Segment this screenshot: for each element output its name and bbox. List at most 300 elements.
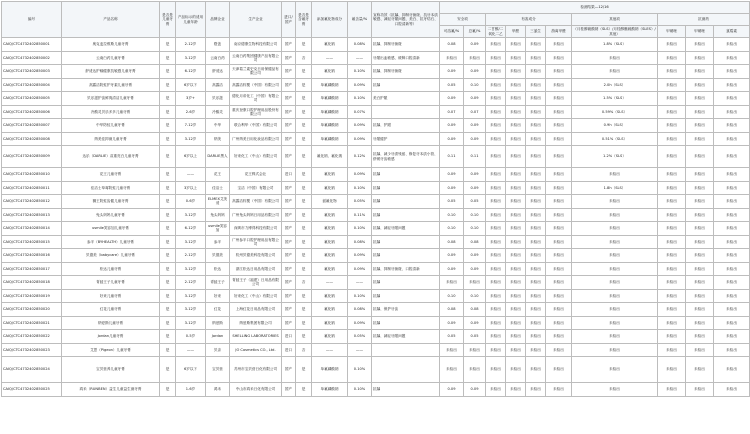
- cell-s1: 0.08: [440, 38, 464, 52]
- cell-a3: 未检出: [526, 92, 546, 106]
- cell-a1: 未检出: [486, 119, 506, 133]
- cell-s2: 0.09: [464, 249, 486, 263]
- cell-name: 宝贝营养儿童牙膏: [62, 357, 160, 383]
- cell-age: 1-6岁: [176, 383, 206, 397]
- cell-claims: 抗龋、抑制牙菌斑、口腔清新: [372, 262, 440, 276]
- header-name: 产品名称: [62, 2, 160, 38]
- cell-no: CAIQ/CTC4732402850015: [2, 235, 62, 249]
- cell-a1: 未检出: [486, 222, 506, 236]
- cell-s2: 0.08: [464, 303, 486, 317]
- cell-t3: 未检出: [714, 65, 750, 79]
- header-total: 抗菌药: [658, 14, 750, 26]
- cell-claims: 抗龋、减轻牙龈问题: [372, 330, 440, 344]
- cell-a4: 未检出: [546, 262, 572, 276]
- cell-f: 是: [296, 303, 312, 317]
- cell-t2: 未检出: [686, 249, 714, 263]
- table-row: [2, 168, 750, 182]
- cell-brand: usmile笑容加: [206, 222, 230, 236]
- cell-ft: 氟化钠: [312, 222, 348, 236]
- cell-f: 是: [296, 38, 312, 52]
- cell-fc: 0.10%: [348, 383, 372, 397]
- cell-no: CAIQ/CTC4732402850021: [2, 316, 62, 330]
- cell-a2: 未检出: [506, 276, 526, 290]
- cell-age: 3-12岁: [176, 316, 206, 330]
- cell-a1: 未检出: [486, 51, 506, 65]
- cell-t3: 未检出: [714, 51, 750, 65]
- cell-age: 3岁+: [176, 92, 206, 106]
- cell-f: 是: [296, 132, 312, 146]
- cell-f: 是: [296, 78, 312, 92]
- cell-claims: 抗龋: [372, 235, 440, 249]
- cell-s2: 0.09: [464, 132, 486, 146]
- table-row: [2, 146, 750, 168]
- cell-name: 贝乐滋护齿鲜爽清洁儿童牙膏: [62, 92, 160, 106]
- cell-a2: 未检出: [506, 316, 526, 330]
- cell-maker: 云南白药集团健康产品有限公司: [230, 51, 282, 65]
- cell-t1: 未检出: [658, 51, 686, 65]
- cell-fc: 0.09%: [348, 168, 372, 182]
- cell-a1: 未检出: [486, 92, 506, 106]
- cell-brand: ELMEX艾美适: [206, 195, 230, 209]
- header-t2: 甲硝唑: [686, 26, 714, 38]
- cell-c: 是: [160, 146, 176, 168]
- cell-a4: 未检出: [546, 146, 572, 168]
- cell-maker: 重庆登康口腔护理用品股份有限公司: [230, 105, 282, 119]
- cell-o: 未检出: [572, 357, 658, 383]
- cell-a4: 未检出: [546, 78, 572, 92]
- cell-age: 0-5岁: [176, 330, 206, 344]
- cell-a1: 未检出: [486, 235, 506, 249]
- cell-s2: 0.09: [464, 181, 486, 195]
- cell-no: CAIQ/CTC4732402850020: [2, 303, 62, 317]
- cell-s2: 0.11: [464, 146, 486, 168]
- cell-a4: 未检出: [546, 51, 572, 65]
- cell-o: 1.8h（SLS）: [572, 181, 658, 195]
- cell-no: CAIQ/CTC4732402850009: [2, 146, 62, 168]
- cell-a2: 未检出: [506, 208, 526, 222]
- cell-claims: [372, 105, 440, 119]
- cell-f: 否: [296, 276, 312, 290]
- cell-c: 是: [160, 65, 176, 79]
- cell-t3: 未检出: [714, 222, 750, 236]
- cell-c: 是: [160, 208, 176, 222]
- cell-t3: 未检出: [714, 276, 750, 290]
- cell-s1: 0.10: [440, 289, 464, 303]
- cell-t2: 未检出: [686, 276, 714, 290]
- cell-no: CAIQ/CTC4732402850014: [2, 222, 62, 236]
- cell-fc: 0.12%: [348, 146, 372, 168]
- cell-maker: SHELLING LABORATORIES: [230, 330, 282, 344]
- cell-origin: 国产: [282, 78, 296, 92]
- cell-claims: 抗龋: [372, 181, 440, 195]
- cell-name: 奥克麦拉维斯儿童牙膏: [62, 38, 160, 52]
- table-row: [2, 92, 750, 106]
- cell-o: 未检出: [572, 330, 658, 344]
- cell-s1: 0.09: [440, 92, 464, 106]
- cell-origin: 国产: [282, 105, 296, 119]
- cell-t1: 未检出: [658, 132, 686, 146]
- table-row: [2, 330, 750, 344]
- cell-name: 红花儿童牙膏: [62, 303, 160, 317]
- cell-claims: 抗龋、抑制牙菌斑: [372, 65, 440, 79]
- table-row: [2, 105, 750, 119]
- cell-s1: 0.10: [440, 208, 464, 222]
- cell-a3: 未检出: [526, 330, 546, 344]
- cell-o: 1.5%（SLS）: [572, 92, 658, 106]
- cell-t2: 未检出: [686, 105, 714, 119]
- cell-a1: 未检出: [486, 249, 506, 263]
- cell-no: CAIQ/CTC4732402850023: [2, 343, 62, 357]
- cell-t1: 未检出: [658, 262, 686, 276]
- cell-age: 6-12岁: [176, 65, 206, 79]
- cell-s2: 0.05: [464, 195, 486, 209]
- cell-age: 2-12岁: [176, 276, 206, 290]
- cell-age: 0-6岁: [176, 195, 206, 209]
- cell-o: 未检出: [572, 343, 658, 357]
- cell-f: 是: [296, 357, 312, 383]
- cell-maker: 杭州贝德美科技有限公司: [230, 249, 282, 263]
- cell-ft: ——: [312, 276, 348, 290]
- cell-t2: 未检出: [686, 195, 714, 209]
- cell-s2: 0.10: [464, 78, 486, 92]
- cell-t1: 未检出: [658, 181, 686, 195]
- cell-no: CAIQ/CTC4732402850003: [2, 65, 62, 79]
- cell-name: Jordan儿童牙膏: [62, 330, 160, 344]
- cell-a3: 未检出: [526, 303, 546, 317]
- cell-a3: 未检出: [526, 119, 546, 133]
- cell-f: 是: [296, 330, 312, 344]
- cell-maker: 好来化工（中山）有限公司: [230, 289, 282, 303]
- cell-s2: 0.09: [464, 383, 486, 397]
- cell-c: 是: [160, 343, 176, 357]
- cell-maker: 中山市鸿禾日化有限公司: [230, 383, 282, 397]
- cell-age: ——: [176, 343, 206, 357]
- table-row: [2, 208, 750, 222]
- cell-fc: 0.05%: [348, 330, 372, 344]
- cell-ft: 氟化钠、氟化钠: [312, 146, 348, 168]
- cell-maker: 南京德康生物科技有限公司: [230, 38, 282, 52]
- cell-t3: 未检出: [714, 92, 750, 106]
- cell-o: 未检出: [572, 208, 658, 222]
- table-row: [2, 119, 750, 133]
- cell-claims: 抗龋: [372, 249, 440, 263]
- cell-age: 3-12岁: [176, 51, 206, 65]
- cell-a4: 未检出: [546, 316, 572, 330]
- cell-no: CAIQ/CTC4732402850017: [2, 262, 62, 276]
- cell-brand: DARLIE黑人: [206, 146, 230, 168]
- cell-fc: 0.10%: [348, 222, 372, 236]
- cell-a4: 未检出: [546, 276, 572, 290]
- cell-maker: 上海红花日用品有限公司: [230, 303, 282, 317]
- cell-claims: 抗龋: [372, 168, 440, 182]
- cell-c: 是: [160, 105, 176, 119]
- header-children: 是否是儿童牙膏: [160, 2, 176, 38]
- cell-age: 2-6岁: [176, 105, 206, 119]
- cell-o: 0.59%（SLS）: [572, 105, 658, 119]
- cell-name: 花王儿童牙膏: [62, 168, 160, 182]
- cell-o: 2.0h（SLS）: [572, 78, 658, 92]
- cell-t2: 未检出: [686, 146, 714, 168]
- cell-s1: 0.10: [440, 222, 464, 236]
- cell-t3: 未检出: [714, 303, 750, 317]
- cell-s2: 0.10: [464, 208, 486, 222]
- cell-t1: 未检出: [658, 92, 686, 106]
- cell-origin: 国产: [282, 262, 296, 276]
- cell-a2: 未检出: [506, 330, 526, 344]
- cell-no: CAIQ/CTC4732402850011: [2, 181, 62, 195]
- cell-maker: 广州兔头妈妈日用品有限公司: [230, 208, 282, 222]
- cell-s1: 0.09: [440, 262, 464, 276]
- cell-a2: 未检出: [506, 222, 526, 236]
- cell-t2: 未检出: [686, 330, 714, 344]
- cell-origin: 国产: [282, 65, 296, 79]
- cell-age: 3-12岁: [176, 303, 206, 317]
- cell-claims: 抗龋: [372, 383, 440, 397]
- cell-s2: 0.05: [464, 330, 486, 344]
- cell-a4: 未检出: [546, 303, 572, 317]
- cell-a3: 未检出: [526, 65, 546, 79]
- cell-brand: 好来: [206, 289, 230, 303]
- cell-ft: 单氟磷酸钠: [312, 78, 348, 92]
- cell-c: 是: [160, 357, 176, 383]
- cell-maker: 好来化工（中山）有限公司: [230, 146, 282, 168]
- cell-origin: 国产: [282, 195, 296, 209]
- cell-a3: 未检出: [526, 262, 546, 276]
- cell-c: 是: [160, 276, 176, 290]
- cell-fc: 0.10%: [348, 289, 372, 303]
- cell-t1: 未检出: [658, 78, 686, 92]
- cell-c: 是: [160, 168, 176, 182]
- cell-claims: 抗龋、减少牙渍残留、修复牙本质小管、舒缓牙齿敏感: [372, 146, 440, 168]
- cell-s2: 0.07: [464, 105, 486, 119]
- cell-s2: 0.09: [464, 168, 486, 182]
- cell-no: CAIQ/CTC4732402850013: [2, 208, 62, 222]
- cell-claims: 抗龋: [372, 276, 440, 290]
- cell-a4: 未检出: [546, 343, 572, 357]
- cell-no: CAIQ/CTC4732402850012: [2, 195, 62, 209]
- cell-t3: 未检出: [714, 168, 750, 182]
- cell-no: CAIQ/CTC4732402850005: [2, 92, 62, 106]
- cell-t2: 未检出: [686, 92, 714, 106]
- cell-name: 高露洁防蛀护牙素儿童牙膏: [62, 78, 160, 92]
- cell-s1: 0.11: [440, 146, 464, 168]
- cell-claims: 抗龋、抑制牙菌斑: [372, 38, 440, 52]
- cell-a2: 未检出: [506, 289, 526, 303]
- cell-a4: 未检出: [546, 383, 572, 397]
- cell-name: 纳爱斯儿童牙膏: [62, 316, 160, 330]
- cell-no: CAIQ/CTC4732402850016: [2, 249, 62, 263]
- header-abr2: 甲醛: [506, 26, 526, 38]
- cell-claims: 抗龋: [372, 195, 440, 209]
- cell-maker: 浙江松达日用品有限公司: [230, 262, 282, 276]
- cell-o: 未检出: [572, 195, 658, 209]
- table-row: [2, 357, 750, 383]
- cell-t3: 未检出: [714, 208, 750, 222]
- cell-fc: 0.09%: [348, 119, 372, 133]
- cell-name: 舒适达护釉健康抗敏感儿童牙膏: [62, 65, 160, 79]
- cell-t1: 未检出: [658, 235, 686, 249]
- cell-brand: 兔头妈妈: [206, 208, 230, 222]
- cell-origin: 国产: [282, 208, 296, 222]
- cell-ft: 氟化钠: [312, 208, 348, 222]
- cell-origin: 进口: [282, 343, 296, 357]
- cell-origin: 国产: [282, 249, 296, 263]
- cell-f: 是: [296, 235, 312, 249]
- cell-t2: 未检出: [686, 181, 714, 195]
- cell-brand: 青蛙王子: [206, 276, 230, 290]
- cell-f: 是: [296, 146, 312, 168]
- cell-ft: ——: [312, 51, 348, 65]
- cell-t2: 未检出: [686, 262, 714, 276]
- table-row: [2, 343, 750, 357]
- cell-no: CAIQ/CTC4732402850018: [2, 276, 62, 290]
- cell-fc: 0.09%: [348, 132, 372, 146]
- cell-s1: 0.09: [440, 132, 464, 146]
- cell-ft: 氟化钠: [312, 303, 348, 317]
- table-row: [2, 181, 750, 195]
- cell-a3: 未检出: [526, 208, 546, 222]
- cell-a3: 未检出: [526, 78, 546, 92]
- header-no: 编号: [2, 2, 62, 38]
- cell-a2: 未检出: [506, 119, 526, 133]
- cell-ft: 氟化钠: [312, 330, 348, 344]
- cell-t3: 未检出: [714, 105, 750, 119]
- cell-a2: 未检出: [506, 235, 526, 249]
- cell-t2: 未检出: [686, 383, 714, 397]
- cell-ft: 氨氟化物: [312, 195, 348, 209]
- cell-t3: 未检出: [714, 38, 750, 52]
- cell-fc: 0.10%: [348, 357, 372, 383]
- cell-a1: 未检出: [486, 330, 506, 344]
- cell-no: CAIQ/CTC4732402850010: [2, 168, 62, 182]
- cell-a2: 未检出: [506, 303, 526, 317]
- table-row: [2, 276, 750, 290]
- cell-a4: 未检出: [546, 222, 572, 236]
- cell-ft: 单氟磷酸钠: [312, 357, 348, 383]
- cell-fc: 0.09%: [348, 249, 372, 263]
- cell-t2: 未检出: [686, 357, 714, 383]
- cell-age: 6岁以下: [176, 78, 206, 92]
- cell-no: CAIQ/CTC4732402850007: [2, 119, 62, 133]
- cell-ft: 氟化钠: [312, 249, 348, 263]
- cell-brand: 贝亲: [206, 343, 230, 357]
- cell-a1: 未检出: [486, 78, 506, 92]
- cell-f: 是: [296, 316, 312, 330]
- cell-s1: 0.09: [440, 249, 464, 263]
- cell-t2: 未检出: [686, 208, 714, 222]
- cell-f: 是: [296, 289, 312, 303]
- cell-a4: 未检出: [546, 249, 572, 263]
- cell-name: 鸿禾（RUNBEN）益生儿童益生菌牙膏: [62, 383, 160, 397]
- cell-maker: 天津葛兰素史克日用保健品有限公司: [230, 65, 282, 79]
- cell-a3: 未检出: [526, 105, 546, 119]
- cell-name: 青蛙王子儿童牙膏: [62, 276, 160, 290]
- header-safety: 安全项: [440, 14, 486, 26]
- cell-o: 未检出: [572, 235, 658, 249]
- cell-no: CAIQ/CTC4732402850019: [2, 289, 62, 303]
- cell-age: 3岁以上: [176, 181, 206, 195]
- cell-o: 未检出: [572, 383, 658, 397]
- cell-t2: 未检出: [686, 38, 714, 52]
- cell-s1: 0.09: [440, 65, 464, 79]
- cell-o: 未检出: [572, 51, 658, 65]
- cell-origin: 国产: [282, 357, 296, 383]
- cell-t1: 未检出: [658, 222, 686, 236]
- cell-f: 是: [296, 105, 312, 119]
- cell-fc: 0.08%: [348, 303, 372, 317]
- cell-claims: 抗龋: [372, 78, 440, 92]
- cell-s2: 未检出: [464, 343, 486, 357]
- header-abr4: 游离甲醛: [546, 26, 572, 38]
- cell-a4: 未检出: [546, 92, 572, 106]
- cell-c: 是: [160, 51, 176, 65]
- cell-s1: 0.08: [440, 303, 464, 317]
- cell-a1: 未检出: [486, 383, 506, 397]
- cell-a3: 未检出: [526, 276, 546, 290]
- header-age: 产品标示的适用儿童年龄: [176, 2, 206, 38]
- cell-f: 是: [296, 249, 312, 263]
- cell-ft: 单氟磷酸钠: [312, 119, 348, 133]
- cell-t2: 未检出: [686, 132, 714, 146]
- cell-s1: 0.05: [440, 78, 464, 92]
- cell-origin: 国产: [282, 222, 296, 236]
- cell-a1: 未检出: [486, 208, 506, 222]
- cell-a1: 未检出: [486, 316, 506, 330]
- cell-claims: [372, 343, 440, 357]
- cell-o: 未检出: [572, 276, 658, 290]
- table-row: [2, 222, 750, 236]
- table-row: [2, 303, 750, 317]
- cell-no: CAIQ/CTC4732402850002: [2, 51, 62, 65]
- cell-fc: 0.08%: [348, 235, 372, 249]
- cell-o: 0.51%（SLS）: [572, 132, 658, 146]
- cell-name: 狮王防蛀齿健儿童牙膏: [62, 195, 160, 209]
- cell-t3: 未检出: [714, 289, 750, 303]
- cell-ft: 单氟磷酸钠: [312, 92, 348, 106]
- cell-a2: 未检出: [506, 132, 526, 146]
- cell-name: 冷酸灵贝乐多多儿童牙膏: [62, 105, 160, 119]
- cell-t2: 未检出: [686, 119, 714, 133]
- cell-fc: 0.05%: [348, 195, 372, 209]
- cell-c: 是: [160, 289, 176, 303]
- cell-t2: 未检出: [686, 51, 714, 65]
- cell-claims: 抗龋、减轻牙龈问题: [372, 222, 440, 236]
- cell-a4: 未检出: [546, 181, 572, 195]
- cell-t3: 未检出: [714, 383, 750, 397]
- cell-t1: 未检出: [658, 383, 686, 397]
- cell-f: 是: [296, 181, 312, 195]
- cell-s1: 0.09: [440, 119, 464, 133]
- cell-t1: 未检出: [658, 38, 686, 52]
- cell-o: 0.9h（SLS）: [572, 119, 658, 133]
- header-other: 其他项: [572, 14, 658, 26]
- cell-fc: ——: [348, 51, 372, 65]
- cell-a3: 未检出: [526, 168, 546, 182]
- cell-t3: 未检出: [714, 132, 750, 146]
- header-fluoride-type: 添加氟化物成分: [312, 2, 348, 38]
- cell-t1: 未检出: [658, 330, 686, 344]
- cell-t3: 未检出: [714, 316, 750, 330]
- cell-origin: 国产: [282, 276, 296, 290]
- header-other-sub: （月桂醇硫酸钠（SLS）/月桂醇醚硫酸钠（SLES）/其他）: [573, 27, 656, 36]
- cell-f: 是: [296, 208, 312, 222]
- cell-ft: 氟化钠: [312, 168, 348, 182]
- cell-a3: 未检出: [526, 316, 546, 330]
- cell-no: CAIQ/CTC4732402850001: [2, 38, 62, 52]
- cell-maker: 德化月帝化工（中国）有限公司: [230, 92, 282, 106]
- cell-age: 3-12岁: [176, 132, 206, 146]
- cell-s2: 0.09: [464, 119, 486, 133]
